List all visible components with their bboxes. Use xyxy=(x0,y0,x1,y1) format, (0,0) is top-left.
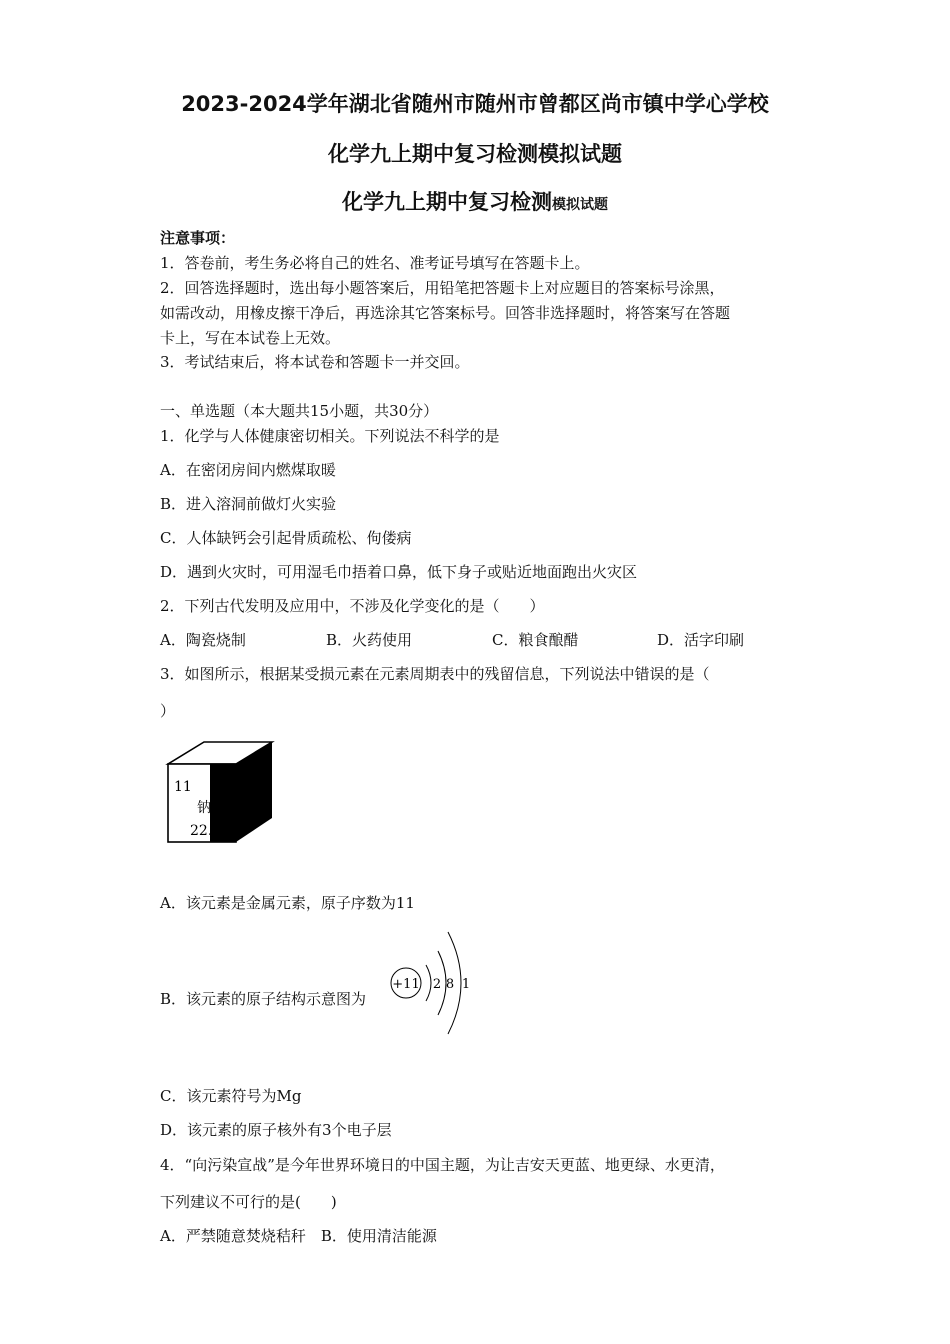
exam-title-line2: 化学九上期中复习检测模拟试题 xyxy=(328,142,622,166)
atom-structure-diagram xyxy=(388,926,478,1036)
notice-item: 1．答卷前，考生务必将自己的姓名、准考证号填写在答题卡上。 xyxy=(160,254,590,272)
q1-option-d: D．遇到火灾时，可用湿毛巾捂着口鼻，低下身子或贴近地面跑出火灾区 xyxy=(160,563,638,581)
q2-option-c: C．粮食酿醋 xyxy=(492,631,579,649)
exam-title-line3-main: 化学九上期中复习检测 xyxy=(342,190,552,214)
q2-stem: 2．下列古代发明及应用中，不涉及化学变化的是（ ） xyxy=(160,597,545,615)
shell-electrons-3: 1 xyxy=(461,977,471,992)
q3-stem-end: ） xyxy=(160,702,176,720)
q2-option-a: A．陶瓷烧制 xyxy=(160,631,246,649)
q3-option-a: A．该元素是金属元素，原子序数为11 xyxy=(160,894,415,912)
cell-atomic-number: 11 xyxy=(174,779,192,795)
notice-item: 3．考试结束后，将本试卷和答题卡一并交回。 xyxy=(160,353,470,371)
q4-stem: 4．“向污染宣战”是今年世界环境日的中国主题，为让吉安天更蓝、地更绿、水更清， xyxy=(160,1156,725,1174)
q3-option-d: D．该元素的原子核外有3个电子层 xyxy=(160,1121,392,1139)
q1-stem: 1．化学与人体健康密切相关。下列说法不科学的是 xyxy=(160,427,500,445)
cell-element-name: 钠 xyxy=(197,800,211,816)
q3-option-b: B．该元素的原子结构示意图为 xyxy=(160,990,367,1008)
notice-item: 2．回答选择题时，选出每小题答案后，用铅笔把答题卡上对应题目的答案标号涂黑， xyxy=(160,279,725,297)
electron-shell-1 xyxy=(426,965,431,1001)
exam-title-line1: 2023-2024学年湖北省随州市随州市曾都区尚市镇中学心学校 xyxy=(181,92,769,116)
q1-option-a: A．在密闭房间内燃煤取暖 xyxy=(160,461,336,479)
q4-options-ab: A．严禁随意焚烧秸秆 B．使用清洁能源 xyxy=(160,1227,437,1245)
shell-electrons-1: 2 xyxy=(432,977,442,992)
q3-option-c: C．该元素符号为Mg xyxy=(160,1087,302,1105)
q4-stem-cont: 下列建议不可行的是( ) xyxy=(160,1193,337,1211)
notice-item: 如需改动，用橡皮擦干净后，再选涂其它答案标号。回答非选择题时，将答案写在答题 xyxy=(160,304,731,322)
section-heading: 一、单选题（本大题共15小题，共30分） xyxy=(160,402,439,420)
shell-electrons-2: 8 xyxy=(445,977,455,992)
notice-item: 卡上，写在本试卷上无效。 xyxy=(160,329,341,347)
q2-option-d: D．活字印刷 xyxy=(657,631,745,649)
q1-option-c: C．人体缺钙会引起骨质疏松、佝偻病 xyxy=(160,529,412,547)
notice-heading: 注意事项： xyxy=(160,229,236,247)
exam-title-line3 xyxy=(0,186,950,216)
exam-title-line3-small: 模拟试题 xyxy=(552,197,608,213)
cell-atomic-mass: 22. xyxy=(190,823,213,839)
nucleus-charge: +11 xyxy=(392,977,420,992)
q3-stem: 3．如图所示，根据某受损元素在元素周期表中的残留信息，下列说法中错误的是（ xyxy=(160,665,710,683)
element-cell-figure xyxy=(160,738,280,846)
q1-option-b: B．进入溶洞前做灯火实验 xyxy=(160,495,337,513)
cell-damaged-area xyxy=(210,764,236,842)
q2-option-b: B．火药使用 xyxy=(326,631,413,649)
